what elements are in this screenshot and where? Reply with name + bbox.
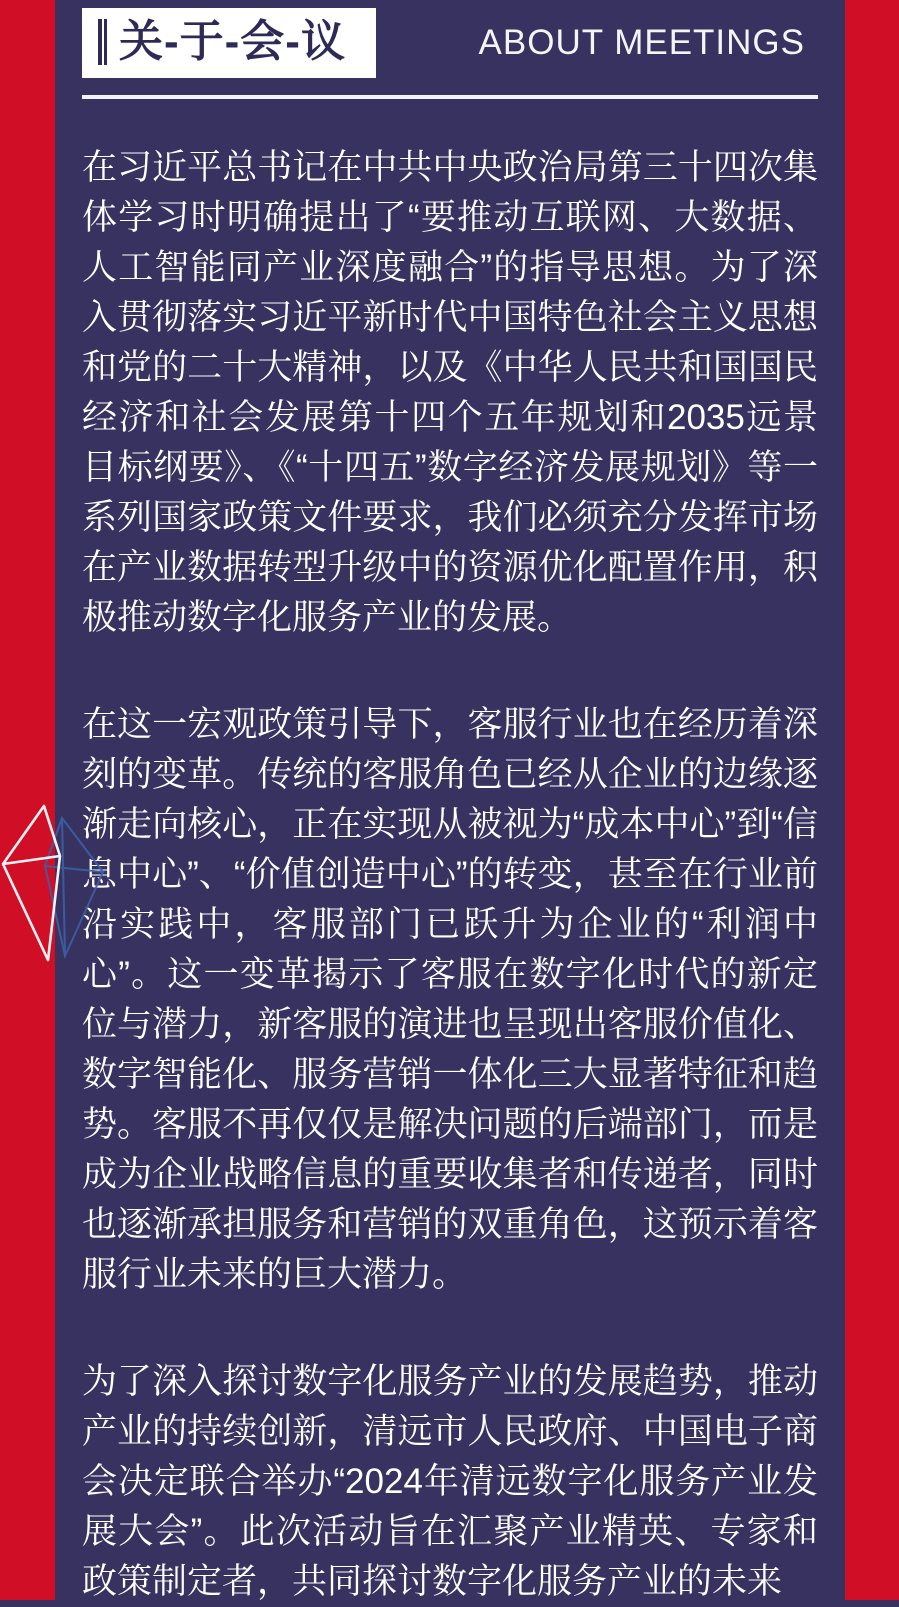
section-header — [82, 8, 818, 78]
paragraph-conference-announcement: 为了深入探讨数字化服务产业的发展趋势，推动产业的持续创新，清远市人民政府、中国电子商会决定联合举办“2024年清远数字化服务产业发展大会”。此次活动旨在汇聚产业精英、专家和政策制定者，共同探讨数字化服务产业的未来 — [82, 1362, 818, 1601]
section-title-box — [82, 8, 376, 78]
paragraph-policy-background: 在习近平总书记在中共中央政治局第三十四次集体学习时明确提出了“要推动互联网、大数据、人工智能同产业深度融合”的指导思想。为了深入贯彻落实习近平新时代中国特色社会主义思想和党的二十大精神，以及《中华人民共和国国民经济和社会发展第十四个五年规划和2035远景目标纲要》、《“十四五”数字经济发展规划》等一系列国家政策文件要求，我们必须充分发挥市场在产业数据转型升级中的资源优化配置作用，积极推动数字化服务产业的发展。 — [82, 148, 818, 637]
right-red-stripe — [845, 0, 899, 1600]
section-title: 关-于-会-议 — [119, 17, 346, 66]
section-subtitle-en: ABOUT MEETINGS — [478, 23, 805, 62]
paragraph-customer-service-transformation: 在这一宏观政策引导下，客服行业也在经历着深刻的变革。传统的客服角色已经从企业的边缘逐渐走向核心，正在实现从被视为“成本中心”到“信息中心”、“价值创造中心”的转变，甚至在行业前沿实践中，客服部门已跃升为企业的“利润中心”。这一变革揭示了客服在数字化时代的新定位与潜力，新客服的演进也呈现出客服价值化、数字智能化、服务营销一体化三大显著特征和趋势。客服不再仅仅是解决问题的后端部门，而是成为企业战略信息的重要收集者和传递者，同时也逐渐承担服务和营销的双重角色，这预示着客服行业未来的巨大潜力。 — [82, 705, 818, 1294]
left-red-stripe — [0, 0, 55, 1600]
double-bar-icon — [98, 19, 107, 65]
article-body — [82, 143, 818, 1607]
article-content-area — [55, 0, 845, 1600]
header-divider-line — [82, 95, 818, 99]
